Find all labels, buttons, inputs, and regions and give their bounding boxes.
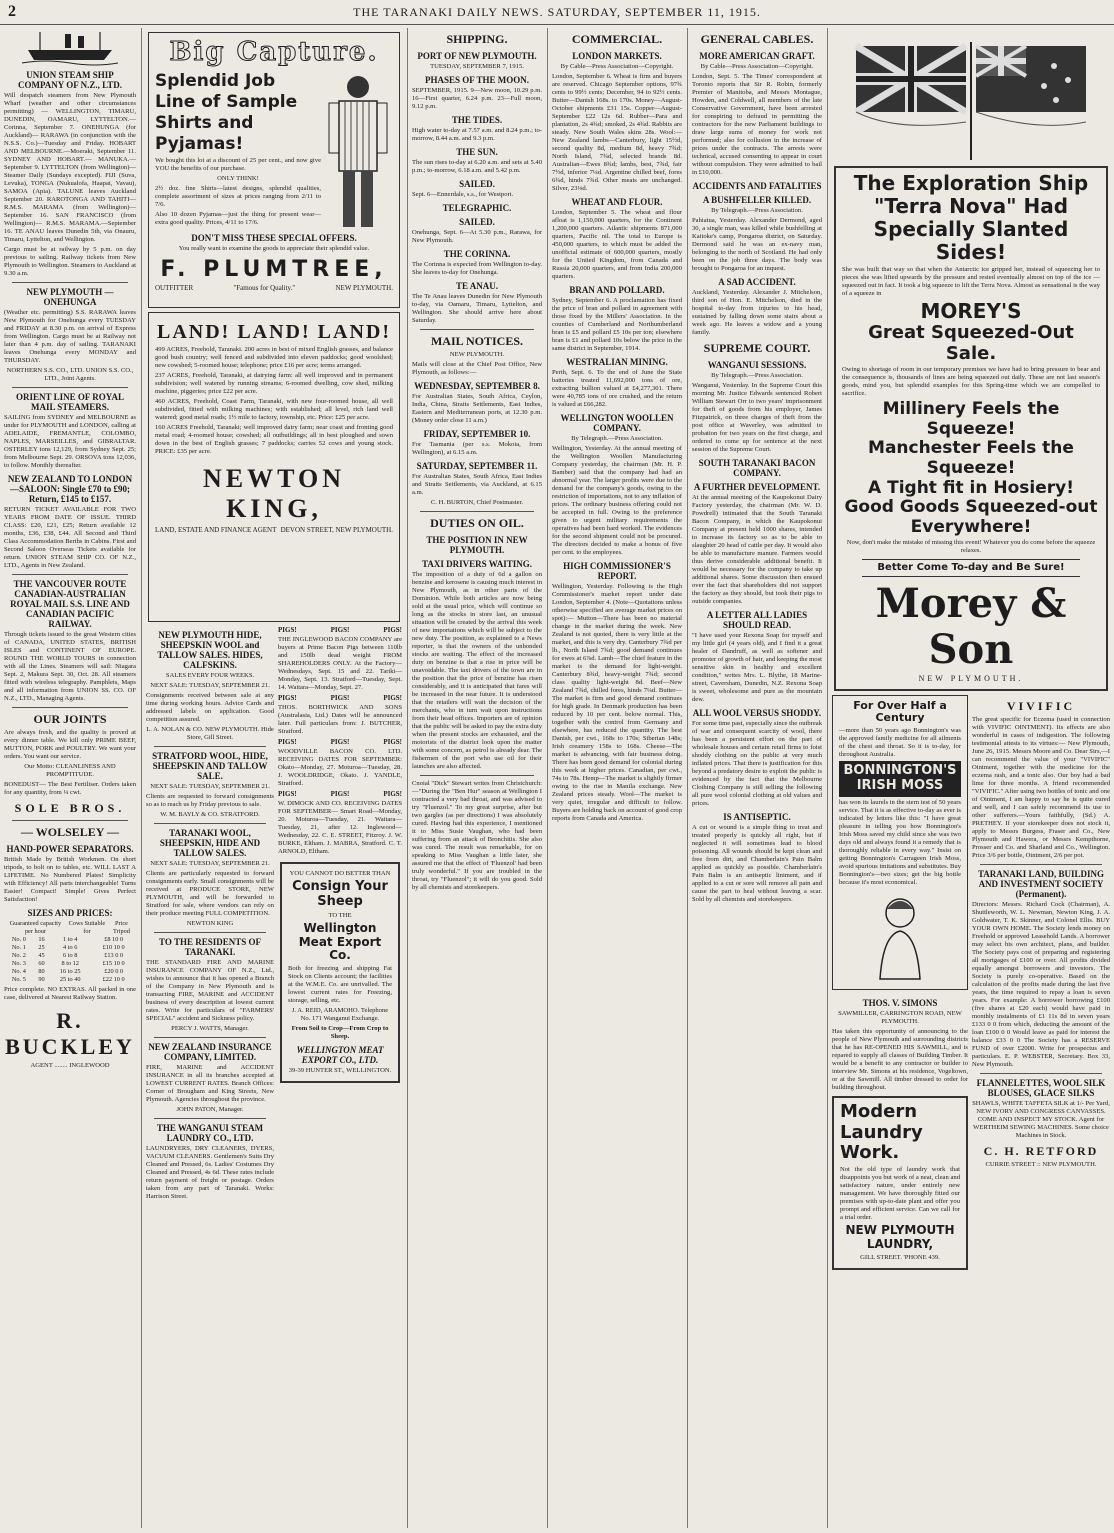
dimock-body: W. DIMOCK AND CO. RECEIVING DATES FOR SEPTEMBER— Smart Road—Monday, 20. Moturoa—Tuesday, 21. Waitara—Tuesday, 21, after 12. Inglewood—Wednesday, 22. C. E. STREET, Fitzroy. J. W. BURKE, Eltham. J. MABRA, Stratford. C. T. ARNOLD, Eltham. (278, 800, 402, 855)
table-cell: No. 0 (11, 936, 26, 943)
simons-title: THOS. V. SIMONS (862, 997, 938, 1008)
divider (154, 823, 266, 824)
northern-title: NEW PLYMOUTH — ONEHUNGA (26, 287, 114, 307)
table-cell: No. 3 (11, 960, 26, 967)
divider (980, 1073, 1102, 1074)
high-commissioner-body: Wellington, Yesterday. Following is the High Commissioner's market report under date London, September 4. (Note—Quotations unless otherwise specified are average market prices on spot):— Mutton—There has been no material change in the market during the week. New Zealand is not quoted, there is very little at the market, and this is very dry. Canterbury 7¾d per lb., North Island 7¾d; good demand continues for ewes at 6⅞d. Lamb—The chief feature in the market is the demand for light-weight. Canterbury 8¾d, heavy-weight 7¾d; second class quality light-weight 8d. Beef—New Zealand 7¾d, chilled fores, hinds 7¼d. Butter—The market is firm and good demand continues for high grade. In Denmark production has been reduced by 10 per cent. below normal. This, together with the control from Germany and elsewhere, has reduced the quantity. The best Danish, per cwt., 168s to 170s; Siberian 148s; Irish creamery 158s to 168s. Cheese—The market is advancing, with fair business doing. There has been good demand for colonial during this week at higher prices. Canadian, per cwt., 74s to 78s. Hemp—The market is slightly firmer owing to the rise in Manila exchange. New Zealand prices steady. Wool—The market is very quiet, irregular and difficult to follow. Buyers are holding back on account of good crop reports from Canada and America. (552, 583, 683, 822)
table-cell: 90 (38, 976, 45, 983)
column-4 (548, 28, 686, 1528)
sessions-byline: By Telegraph.—Press Association. (711, 372, 803, 379)
oil-title: DUTIES ON OIL. (430, 516, 524, 530)
american-title: MORE AMERICAN GRAFT. (699, 51, 815, 61)
bushfeller-byline: By Telegraph.—Press Association. (711, 207, 803, 214)
modern-laundry-line-3: Work. (840, 1142, 900, 1164)
squeeze-line-2: Manchester Feels the Squeeze! (868, 438, 1074, 479)
squeeze-line-4: Good Goods Squeezed-out Everywhere! (844, 497, 1098, 537)
meat-export-address: 39-39 HUNTER ST., WELLINGTON. (288, 1067, 392, 1075)
table-cell: 60 (38, 960, 45, 967)
nz-london-body: RETURN TICKET AVAILABLE FOR TWO YEARS FROM DATE OF ISSUE. THIRD CLASS: £20, £21, £25; Return available 12 months, £36, £38, £44. All Second and Third Class Accommodation Berths in Cabins. First and Second Saloon Overseas Tickets available for return. UNION STEAM SHIP CO. OF N.Z., LTD., Agents in New Zealand. (4, 506, 136, 569)
flannel-title: FLANNELETTES, WOOL SILK BLOUSES, GLACE SILKS (976, 1077, 1106, 1098)
plumtree-tag: "Famous for Quality." (233, 284, 296, 292)
sole-bros: SOLE BROS. (14, 801, 126, 815)
residents-title: TO THE RESIDENTS OF TARANAKI. (159, 937, 261, 957)
corinna-title: THE CORINNA. (443, 249, 511, 259)
table-header-cell: Guaranteed capacity per hour (9, 920, 62, 935)
union-body: Will despatch steamers from New Plymouth Wharf (weather and other circumstances permitting) — WELLINGTON, TIMARU, DUNEDIN, OAMARU, LYTTELTON.—Corinna, September 7. ONEHUNGA (for Auckland)— RARAWA (in conjunction with the N.S.S. Co.)—Tuesday and Friday. HOBART AND MELBOURNE.—Moeraki, September 11. SYDNEY AND HOBART.— MANUKA.—September 9. LYTTELTON (from Wellington)— Steamer Daily (Sundays excepted). FIJI (Suva, Levuka), TONGA (Nukualofa, Haapai, Vavau), SAMOA (Apia). TALUNE leaves Auckland September 20. RAROTONGA AND TAHITI— R.M.S. MARAMA (from Wellington)—September 16. SAN FRANCISCO (from Wellington)— R.M.S. MARAMA.—September 16. TE ANAU leaves Dunedin 5th, via Onauru, Timaru, Lyttelton, and Wellington. (4, 92, 136, 243)
mail-title: MAIL NOTICES. (430, 334, 524, 348)
mail-friday: FRIDAY, SEPTEMBER 10. (423, 429, 531, 439)
building-society-title: TARANAKI LAND, BUILDING AND INVESTMENT SOCIETY (Permanent). (977, 868, 1105, 899)
squeeze-line-1: Millinery Feels the Squeeze! (882, 399, 1060, 439)
sun-title: THE SUN. (456, 147, 498, 157)
buckley-agent: AGENT ........ INGLEWOOD (30, 1062, 110, 1069)
american-body: London, Sept. 5. The Times' correspondent at Toronto reports that Sir R. Robin, formerly Premier of Manitoba, and Messrs Montague, Howden, and Coldwell, all members of the late Conservative Government, have been arrested for conspiring to defraud in permitting the contractors for the new Parliament buildings to draw large sums of money for work not performed; also for collusion in the increase of prices under the contracts. The arrests were technical, accused consenting to appear in court without compulsion. They were admitted to bail in £10,000. (692, 73, 822, 176)
newton-king-line (155, 526, 393, 534)
pigs-label: PIGS! (278, 738, 297, 746)
man-in-shirt-illustration (325, 71, 391, 231)
table-row (4, 936, 136, 944)
table-cell: No. 1 (11, 944, 26, 951)
union-cargo: Cargo must be at railway by 5 p.m. on day previous to sailing. Railway tickets from New Plymouth to Wellington. Steamers to Auckland at 9.30 a.m. (4, 246, 136, 277)
markets-body: London, September 6. Wheat is firm and buyers are reserved. Chicago September options, 97¾ cents to 99½ cents; December, 94 to 92½ cents. Butter—Danish 168s. to 170s. Money—August-October shipments £31 15s. Copper—August-September £22 12s 6d. Rubber—Para and plantation, 2s 4¾d; smoked, 2s 4¾d. Rabbits are steady. New South Wales skins 28s. Wool:—New Zealand lambs—Canterbury, light 15½d, second quality 8d, medium 8d, heavy 7¾d; North Island, 7¾d, selected brands 8d. Australian—Ewes 8¾d; lambs, best, 7¾d, fair 7½d, inferior 7¼d. Argentine chilled beef, fores 6¾d, hinds 7¾d. Other meats are unchanged. Silver, 23⅛d. (552, 73, 682, 192)
te-anau-title: TE ANAU. (455, 281, 498, 291)
steam-laundry-body: LAUNDRYERS, DRY CLEANERS, DYERS, VACUUM CLEANERS. Gentlemen's Suits Dry Cleaned and Pressed, 6s. Ladies' Costumes Dry Cleaned and Pressed, 4s 6d. These rates include return payment of freight or postage. Orders taken from any part of Taranaki. Works: Harrison Street. (146, 1145, 274, 1200)
joints-title: OUR JOINTS (33, 712, 107, 726)
fluenzol-body: Cnoial "Dick" Stewart writes from Christchurch:—"During the "Ben Hur" season at Wellington I contracted a very bad throat, and was advised to try "Fluenzol." To my great surprise, after but two gargles (as per directions) I was absolutely cured. Having had this experience, I mentioned it to Miss Susie Vaughan, who had been suffering from an attack of Bronchitis. She also was cured. The result was remarkable, for on speaking to Miss Vaughan a little later, she assured me that the effect of 'Fluenzol' had been truly wonderful." If you are troubled in the throat, try "Fluenzol"; it will do you good. Sold by all chemists and storekeepers. (412, 780, 542, 891)
land-title: LAND! LAND! LAND! (157, 321, 391, 343)
vivific-title: VIVIFIC (1006, 698, 1076, 713)
divider (420, 775, 534, 776)
plumtree-name: F. PLUMTREE, (160, 257, 388, 282)
commercial-title: COMMERCIAL. (571, 32, 663, 46)
squeezed-sale-heading: Great Squeezed-Out Sale. (868, 322, 1074, 364)
inglewood-bacon-body: THE INGLEWOOD BACON COMPANY are buyers at Prime Bacon Pigs between 110lb and 150lb dead weight FROM SHAREHOLDERS ONLY. At the Factory—Wednesdays, Sept. 15 and 22. Tariki—Monday, Sept. 13. Stratford—Tuesday, Sept. 14. Waitara—Monday, Sept. 27. (278, 636, 402, 691)
moss-heading: For Over Half a Century (853, 698, 947, 725)
bran-title: BRAN AND POLLARD. (569, 285, 665, 295)
nz-insurance-body: FIRE, MARINE and ACCIDENT INSURANCE in all its branches accepted at LOWEST CURRENT RATES. Branch Offices: Corner of Brougham and King Streets, New Plymouth. Agencies throughout the province. (146, 1064, 274, 1103)
table-cell: 16 (38, 936, 45, 943)
capture-pyjamas: Also 10 dozen Pyjamas—just the thing for present wear—extra good quality. Prices, 4/11 to 17/6. (155, 211, 321, 226)
meat-export-slogan: From Soil to Crop—From Crop to Sheep. (291, 1025, 389, 1041)
antiseptic-title: IS ANTISEPTIC. (723, 812, 791, 822)
oil-subtitle-2: TAXI DRIVERS WAITING. (422, 559, 532, 569)
table-cell: 4 to 6 (63, 944, 78, 951)
residents-agent: PERCY J. WATTS, Manager. (171, 1025, 249, 1032)
meat-export-ad (280, 862, 400, 1083)
nz-insurance-agent: JOHN PATON, Manager. (176, 1106, 244, 1113)
table-header-cell: Price Tripod (113, 920, 130, 935)
orient-title: ORIENT LINE OF ROYAL MAIL STEAMERS. (16, 392, 124, 412)
stratford-next: NEXT SALE: TUESDAY, SEPTEMBER 21. (150, 783, 270, 790)
table-cell: £13 0 0 (104, 952, 124, 959)
flannel-body: SHAWLS, WHITE TAFFETA SILK at 1/- Per Yard, NEW IVORY AND CONGRESS CANVASSES. COME AND INSPECT MY STOCK. Agent for WERTHEIM SEWING MACHINES. Some choice Machines in Stock. (972, 1099, 1110, 1139)
pigs-heading (278, 694, 402, 702)
steamship-icon (20, 30, 120, 66)
supreme-court-title: SUPREME COURT. (703, 341, 811, 355)
wheat-title: WHEAT AND FLOUR. (571, 197, 663, 207)
sailed-body: Sept. 6—Ennerdale, s.s., for Westport. (412, 191, 514, 198)
table-cell: 25 (38, 944, 45, 951)
buckley-name: R. BUCKLEY (5, 1008, 135, 1059)
vancouver-body: Through tickets issued to the great Western cities of CANADA, UNITED STATES, BRITISH ISLES and CONTINENT OF EUROPE. ROUND THE WORLD TOURS in connection with all the Lines. Steamers will sail: Niagara Sept. 2, Makura Sept. 30, Oct. 28. All steamers fitted with wireless telegraphy. Pamphlets, Maps and all information from UNION SS. CO. OF N.Z., LTD., Managing Agents. (4, 631, 136, 702)
pigs-label: PIGS! (330, 626, 350, 634)
stratford-title: STRATFORD WOOL, HIDE, SHEEPSKIN AND TALLOW SALE. (152, 751, 268, 781)
woollen-body: Wellington, Yesterday. At the annual meeting of the Wellington Woollen Manufacturing Company yesterday, the chairman (Mr. H. P. Bamber) said that the company had had an abnormal year. The larger profits were due to the demand for the company's goods, owing to the restriction of importations, not to any inflation of prices. The ordinary business offering could not be accepted in full. Owing to the preference given to urgent military requirements the operatives had been hard worked. The evidences for the second shipment could not be procured. The directors decided to make a bonus of five per cent. to the employees. (552, 445, 682, 556)
northern-body: (Weather etc. permitting) S.S. RARAWA leaves New Plymouth for Onehunga every TUESDAY and FRIDAY at 8.30 p.m. on arrival of Express from Wellington. Cargo must be at Railway not later than 4 p.m. day of sailing. TARANAKI leaves Onehunga every MONDAY and THURSDAY. (4, 309, 136, 364)
plumtree-left: OUTFITTER (155, 284, 194, 292)
residents-body: THE STANDARD FIRE AND MARINE INSURANCE COMPANY OF N.Z., Ltd., wishes to announce that it has opened a Branch of the Company in New Plymouth and is transacting FIRE, MARINE and ACCIDENT business of every description at lowest current rates. Write for particulars of "FARMERS' SPECIAL" accident and Sickness policy. (146, 959, 274, 1022)
pigs-heading (278, 626, 402, 634)
woodville-bacon-body: WOODVILLE BACON CO. LTD. RECEIVING DATES FOR SEPTEMBER: Okato—Monday, 27. Moturoa—Tuesday, 28. J. WOOLDRIDGE, Okato. J. YANDLE, Stratford. (278, 748, 402, 787)
table-cell: No. 4 (11, 968, 26, 975)
divider (12, 574, 128, 575)
np-laundry-name: NEW PLYMOUTH LAUNDRY, (845, 1222, 955, 1251)
telegraphic-body: Onehunga, Sept. 6—At 5.30 p.m., Rarawa, for New Plymouth. (412, 229, 542, 244)
moss-intro: —more than 50 years ago Bonnington's was the approved family medicine for all ailments of the chest and throat. So it is to-day, for throughout Australia. (839, 726, 961, 758)
meat-export-body: Both for freezing and shipping Fat Stock on Clients account; the facilities at the W.M.E. Co. are unrivalled. The lowest current rates for Freezing, storage, selling, etc. (288, 965, 392, 1005)
hide-body: Consignments received between sale at any time during working hours. Advice Cards and addressed labels on application. Good competition assured. (146, 692, 274, 723)
moreys-heading: MOREY'S (920, 299, 1022, 323)
land-160: 160 ACRES Freehold, Taranaki; well improved dairy farm; near coast and fronting good metal road; 4-roomed house; cowshed; all outbuildings; all in best ploughed and sown down in the best of English grasses; 7 paddocks; carries 52 cows and young stock. PRICE: £35 per acre. (155, 424, 393, 455)
divider (12, 387, 128, 388)
tides-body: High water to-day at 7.57 a.m. and 8.24 p.m.; to-morrow, 8.44 a.m. and 9.3 p.m. (412, 127, 542, 142)
divider (12, 282, 128, 283)
table-cell: 45 (38, 952, 45, 959)
steam-laundry-title: THE WANGANUI STEAM LAUNDRY CO., LTD. (156, 1123, 264, 1143)
table-row (4, 960, 136, 968)
meat-export-to: TO THE (328, 911, 352, 919)
pigs-label: PIGS! (278, 790, 297, 798)
moss-body: has won its laurels in the stern test of 50 years service. That it is as effective to-day as ever is indicated by letters like this: "I have great pleasure in telling you how Bonnington's Irish Moss saved my child since she was two days old and always found it a remedy that is thoroughly reliable in every way." Insist on getting Bonnington's Carrageen Irish Moss, avoid spurious imitations and substitutes. Buy Bonnington's—two sizes; get the big bottle because it's most economical. (839, 798, 961, 886)
shipping-title: SHIPPING. (446, 32, 508, 46)
terra-body: She was built that way so that when the Antarctic ice gripped her, instead of squeezing her to pieces she was lifted upwards by the pressure and rested eventually almost on top of the ice —squeezed out in fact. It took a big squeeze to lift the Terra Nova. Almost as sensational is the way of a squeeze in (842, 266, 1100, 297)
bushfeller-title: A BUSHFELLER KILLED. (702, 195, 812, 205)
stratford-agent: W. M. BAYLY & CO. STRATFORD. (160, 811, 260, 818)
stratford-body: Clients are requested to forward consignments so as to reach us by Friday previous to sale. (146, 793, 274, 808)
table-row (4, 952, 136, 960)
column-6 (828, 28, 1114, 1528)
irish-moss-ad (832, 695, 968, 990)
land-237: 237 ACRES, Freehold, Taranaki, at dairying farm: all well improved and in permanent subdivision; well watered by running streams; 6-roomed dwelling, cow shed, milking machine, piggeries; price £22 per acre. (155, 372, 393, 395)
woollen-byline: By Telegraph.—Press Association. (571, 435, 663, 442)
nz-london-title: NEW ZEALAND TO LONDON —SALOON: Single £70 to £90; Return, £145 to £157. (7, 474, 133, 504)
pigs-label: PIGS! (330, 790, 350, 798)
capture-ad (148, 32, 400, 308)
terra-line-2: "Terra Nova" Had (873, 194, 1069, 218)
pigs-label: PIGS! (330, 738, 350, 746)
capture-shirts: 2½ doz. fine Shirts—latest designs, splendid qualities, complete assortment of sizes at prices ranging from 2/11 to 7/6. (155, 185, 321, 208)
lower-ads-left (146, 626, 274, 1203)
sizes-table (4, 920, 136, 936)
northern-agents: NORTHERN S.S. CO., LTD. UNION S.S. CO., LTD., Joint Agents. (6, 367, 134, 382)
table-cell: £20 0 0 (104, 968, 124, 975)
terra-line-1: The Exploration Ship (853, 171, 1089, 195)
table-row (4, 944, 136, 952)
letter-body: "I have used your Rexona Soap for myself and my little girl (4 years old), and I find it a great healer of Dandruff, as well as softener and promoter of growth of hair, and keeping the most sensitive skin in healthy and excellent condition," writes Mrs. L. Blythe, 18 Marine-street, Caversham, Dunedin, N.Z. Rexona Soap is sweet, wholesome and pure as the mountain dew. (692, 632, 822, 703)
markets-title: LONDON MARKETS. (572, 51, 662, 61)
shoddy-title: ALL WOOL VERSUS SHODDY. (692, 708, 822, 718)
modern-laundry-line-1: Modern (840, 1100, 918, 1122)
phases-body: SEPTEMBER, 1915. 9—New moon, 10.29 p.m. 16—First quarter, 6.24 p.m. 23—Full moon, 9.12 p.m. (412, 87, 542, 110)
high-commissioner-title: HIGH COMMISSIONER'S REPORT. (563, 561, 671, 581)
sessions-body: Wanganui, Yesterday. In the Supreme Court this morning Mr. Justice Edwards sentenced Robert William Stewart Orr to two years' imprisonment for theft of goods from his employer, James Fitzpatrick, on three charges of theft from the post office at Waverley, was admitted to probation for two years on the first charge, and ordered to come up for sentence at the next session of the Supreme Court. (692, 382, 822, 453)
modern-laundry-ad (832, 1096, 968, 1270)
meat-export-company: Wellington Meat Export Co. (298, 920, 382, 963)
capture-title: Big Capture. (169, 37, 379, 67)
bacon-title: SOUTH TARANAKI BACON COMPANY. (698, 458, 816, 478)
lower-right-left (832, 695, 968, 1274)
lower-right-right (972, 695, 1110, 1274)
meat-export-top: YOU CANNOT DO BETTER THAN (289, 870, 391, 877)
column-3 (408, 28, 546, 1528)
accidents-title: ACCIDENTS AND FATALITIES (692, 181, 822, 191)
meat-export-agent: J. A. REID, ARAMOHO. Telephone No. 171 Wanganui Exchange. (291, 1007, 389, 1023)
simons-body: Has taken this opportunity of announcing to the people of New Plymouth and surrounding districts that he has RE-OPENED HIS SAWMILL, and is repared to supply all classes of Building Timber. It would be a benefit to any contractor or builder to interview Mr. Simons at his residence, Vogeltown, or at the Sawmill. All timber dressed to order for building throughout. (832, 1027, 968, 1091)
lower-right-ads (832, 695, 1110, 1274)
column-1 (0, 28, 140, 1528)
table-cell: 80 (38, 968, 45, 975)
taranaki-sales-next: NEXT SALE: TUESDAY, SEPTEMBER 21. (150, 860, 270, 867)
table-cell: £22 10 0 (102, 976, 125, 983)
woollen-title: WELLINGTON WOOLLEN COMPANY. (560, 413, 674, 433)
pigs-label: PIGS! (383, 694, 402, 702)
capture-body: We bought this lot at a discount of 25 per cent., and now give YOU the benefits of our purchase. (155, 157, 321, 172)
capture-miss: DON'T MISS THESE SPECIAL OFFERS. (191, 233, 357, 243)
capture-headline: Splendid Job Line of Sample Shirts and Pyjamas! (155, 71, 298, 154)
vancouver-title: THE VANCOUVER ROUTE CANADIAN-AUSTRALIAN ROYAL MAIL S.S. LINE AND CANADIAN PACIFIC RAILWAY. (10, 579, 130, 629)
table-cell: 16 to 25 (59, 968, 81, 975)
newton-king-left: LAND, ESTATE AND FINANCE AGENT (155, 526, 277, 534)
joints-motto: Our Motto: CLEANLINESS AND PROMPTITUDE. (24, 763, 116, 778)
wheat-body: London, September 5. The wheat and flour afloat is 1,150,000 quarters, for the Continent 1,200,000 quarters. Atlantic shipments 871,000 quarters, Pacific nil. The total to Europe is 450,000 quarters, to which must be added the unofficial estimate of 600,000 quarters, mostly for the United Kingdom, from Canada and Russia 20,000 quarters, and from India 200,000 quarters. (552, 209, 682, 280)
meat-export-headline: Consign Your Sheep (292, 879, 388, 909)
masthead (0, 0, 1114, 25)
divider (12, 707, 128, 708)
table-cell: No. 2 (11, 952, 26, 959)
hide-agent: L. A. NOLAN & CO. NEW PLYMOUTH. Hide Store, Gill Street. (146, 726, 274, 741)
te-anau-body: The Te Anau leaves Dunedin for New Plymouth to-day, via Oamaru, Timaru, Lyttelton, and Wellington. She should arrive here about Saturday. (412, 293, 542, 324)
table-cell: £8 10 0 (104, 936, 124, 943)
land-ad (148, 312, 400, 622)
wolseley-sub: HAND-POWER SEPARATORS. (6, 844, 134, 854)
sale-note: Now, don't make the mistake of missing this event! Whatever you do come before the squeeze relaxes. (846, 539, 1096, 555)
union-title: UNION STEAM SHIP COMPANY OF N.Z., LTD. (17, 70, 123, 90)
land-460: 460 ACRES, Freehold, Coast Farm, Taranaki, with new four-roomed house, all well subdivided, fitted with milking machines; with established; all level, rich land well watered; good metal roads; 1½ mile to factory, township, etc. Price: £25 per acre. (155, 398, 393, 421)
mining-body: Perth, Sept. 6. To the end of June the State batteries treated 11,692,000 tons of ore, extracting bullion valued at £4,277,301. There were 40,785 tons of ore crushed, and the return is valued at £66,282. (552, 369, 682, 408)
mail-wednesday-body: For Australian States, South Africa, Ceylon, India, China, Straits Settlements, East Indies, Eastern and Mediterranean ports, at 12.30 p.m. (Money order close 11 a.m.) (412, 393, 542, 424)
bacon-subtitle: A FURTHER DEVELOPMENT. (693, 482, 821, 492)
divider (980, 864, 1102, 865)
tides-title: THE TIDES. (451, 115, 503, 125)
building-society-body: Directors: Messrs. Richard Cock (Chairman), A. Shuttleworth, W. L. Newman, Newton King, J. A. Goldwater, T. K. Skinner, and Colonel Ellis. BUY YOUR OWN HOME. The Society lends money on Freehold or approved Leasehold Lands. A borrower may select his own architect, plans, and builder. The Society pays cost of preparing and registering all mortgages of £100 or over. All profits divided equally amongst borrowers and investors. The Society is purely co-operative. Based on the calculation of the profits made during the last five years, the time required to repay a loan is seven years. For example: A borrower borrowing £100 (five shares at £20 each) would have paid in monthly instalments of £1 11s 8d in seven years £133 0 0 from which, deducting the amount of the loan £100 0 0 Would leave as paid for interest the balance £33 0 0 The Society has a RESERVE FUND of over £2000. Write for prospectus and particulars. E. P. WEBSTER, Secretary. Box 33, New Plymouth. (972, 900, 1110, 1068)
table-cell: £10 10 0 (102, 944, 125, 951)
bran-body: Sydney, September 6. A proclamation has fixed the price of bran and pollard in agreement with those fixed by the Millers' Association. In the counties of Cumberland and Northumberland bran is £5 and pollard £5 10s per ton; elsewhere bran is £1 and pollard 10s below the price in the same district in September, 1914. (552, 297, 682, 352)
joints-body: Are always fresh, and the quality is proved at every dinner table. We kill only PRIME BEEF, MUTTON, PORK and POULTRY. We want your orders. You want our service. (4, 729, 136, 760)
table-cell: 25 to 40 (59, 976, 81, 983)
telegraphic-sailed: SAILED. (459, 217, 495, 227)
mail-body: Mails will close at the Chief Post Office, New Plymouth, as follows:— (412, 361, 542, 376)
retford-name: C. H. RETFORD (983, 1143, 1099, 1158)
moss-brand: BONNINGTON'S IRISH MOSS (839, 761, 961, 797)
divider (420, 329, 534, 330)
pigs-label: PIGS! (383, 738, 402, 746)
divider (420, 511, 534, 512)
np-laundry-address: GILL STREET. 'PHONE 439. (860, 1253, 940, 1261)
divider (154, 1037, 266, 1038)
borthwick-body: THOS. BORTHWICK AND SONS (Australasia, Ltd.) Dates will be announced later. Full particulars from: J. BUTCHER, Stratford. (278, 704, 402, 735)
pigs-label: PIGS! (383, 626, 402, 634)
corinna-body: The Corinna is expected from Wellington to-day. She leaves to-day for Onehunga. (412, 261, 542, 276)
sad-accident-body: Auckland, Yesterday. Alexander J. Mitchelson, third son of Hon. E. Mitchelson, died in the hospital to-day from injuries to his head, sustained by falling down some stairs about a week ago. He leaves a widow and a young family. (692, 289, 822, 336)
taranaki-sales-agent: NEWTON KING (186, 920, 234, 927)
retford-address: CURRIE STREET :: NEW PLYMOUTH. (985, 1160, 1097, 1168)
table-row (4, 976, 136, 984)
divider (154, 1118, 266, 1119)
meat-export-footer: WELLINGTON MEAT EXPORT CO., LTD. (296, 1045, 384, 1066)
letter-title: A LETTER ALL LADIES SHOULD READ. (706, 610, 808, 630)
oil-body: The imposition of a duty of 6d a gallon on benzine and kerosene is causing much interest in New Plymouth, as in other parts of the Dominion. While both articles are now being sold at the usual price, which will continue so long as the stocks in store last, an unusual situation will be created by the arrival this week of new importations which will be subject to the new duty. The position, as explained to a News reporter, is that the owners of the unbonded stocks are waiting. The effect of the increased duty on benzine is that a rise in price will be unavoidable. The taxi drivers of the town are in the position that the price of benzine has risen considerably, and it is anticipated that fares will be increased in the near future. It is understood that the retailers will wait the decision of the merchants, who in turn wait upon instructions from their head offices. Importers are of opinion that the public will be asked to pay the extra duty when the present stocks are exhausted, and the motorists of the district look upon the matter with some concern, as petrol is already dear. The fishermen of the port who use oil for their launches are also affected. (412, 571, 543, 770)
divider (154, 746, 266, 747)
pigs-label: PIGS! (278, 626, 297, 634)
lower-ads-right (278, 626, 402, 1203)
newton-king-name: NEWTON KING, (203, 464, 345, 523)
divider (12, 820, 128, 821)
markets-byline: By Cable—Press Association—Copyright. (560, 63, 674, 70)
mail-place: NEW PLYMOUTH. (449, 351, 505, 358)
child-illustration (865, 891, 935, 981)
taranaki-sales-title: TARANAKI WOOL, SHEEPSKIN, HIDE AND TALLOW SALES. (159, 828, 261, 858)
table-cell: 6 to 8 (63, 952, 78, 959)
port-title: PORT OF NEW PLYMOUTH. (417, 51, 537, 61)
sailed-title: SAILED. (459, 179, 495, 189)
sun-body: The sun rises to-day at 6.20 a.m. and sets at 5.40 p.m.; to-morrow, 6.18 a.m. and 5.42 p.m. (412, 159, 542, 174)
date-line: TUESDAY, SEPTEMBER 7, 1915. (430, 63, 524, 70)
bacon-body: At the annual meeting of the Kaupokonui Dairy Factory yesterday, the chairman (Mr. W. D. Powdrell) intimated that the South Taranaki Bacon Company, in which the Kaupokonui Company at present held 1000 shares, intended to increase its factory so as to be able to slaughter 20 head of cattle per day. It would also be able to manufacture manure. Farmers would thus derive considerable additional benefit. It would be necessary for the company to take up additional shares. Some discussion then ensued over the fact that shareholders did not support the factory as they should, but took their pigs to outside companies. (692, 494, 822, 605)
mail-friday-body: For Tasmania (per s.s. Mokoia, from Wellington), at 6.15 a.m. (412, 441, 542, 456)
telegraphic-title: TELEGRAPHIC. (442, 203, 512, 213)
vivific-body: The great specific for Eczema (used in connection with VIVIFIC OINTMENT). Its effects are also wonderful in cases of indigestion. The following testimonial attests to its virtues:— New Plymouth, June 26, 1915. Messrs Moore and Co. Dear Sirs,—I can recommend the value of your "VIVIFIC" Ointment, together with the medicine for the eczema rash, and a tonic also. Our boy had a bad lime for three months. A friend recommended "VIVIFIC." After using two bottles of tonic and one of Ointment, I am happy to say he is quite cured and well, and I can safely recommend its use to other sufferers.—Yours faithfully, (Sd.) A. PRETHEY. If your storekeeper does not stock it, apply to Messrs Burgess, Fraser and Co., New Plymouth and Hawera, or Messrs Kempthorne, Prosser and Co. and Sharland and Co., Wellington. Price 3/6 per bottle, Ointment, 2/6 per pot. (972, 715, 1110, 859)
squeeze-line-3: A Tight fit in Hosiery! (868, 477, 1074, 498)
simons-subtitle: SAWMILLER, CARRINGTON ROAD, NEW PLYMOUTH. (838, 1009, 962, 1025)
land-499: 499 ACRES, Freehold, Taranaki. 200 acres in best of mixed English grasses, and balance good bush country; well fenced and subdivided into eleven paddocks; good woolshed; new cowshed; 5-roomed house; telephone; price £16 per acre; terms arranged. (155, 346, 393, 369)
modern-laundry-line-2: Laundry (840, 1121, 923, 1143)
sizes-footer: Price complete. NO EXTRAS. All packed in one case, delivered at Nearest Railway Station. (4, 986, 136, 1001)
pigs-label: PIGS! (330, 694, 350, 702)
mail-wednesday: WEDNESDAY, SEPTEMBER 8. (414, 381, 540, 391)
shoddy-body: For some time past, especially since the outbreak of war and consequent scarcity of wool, there has been a persistent effort on the part of wholesale houses and certain retail firms to foist shoddy clothing on the public at very much inflated prices. That there is justification for this beyond a predatory desire to exploit the public is evidenced by the fact that the Melbourne Clothing Company is still selling the following all pure wool colonial clothing at old values and prices. (692, 720, 822, 807)
nz-insurance-title: NEW ZEALAND INSURANCE COMPANY, LIMITED. (148, 1042, 272, 1062)
page-number: 2 (8, 3, 17, 20)
oil-subtitle-1: THE POSITION IN NEW PLYMOUTH. (426, 535, 528, 555)
masthead-title: THE TARANAKI DAILY NEWS. SATURDAY, SEPTEMBER 11, 1915. (353, 5, 761, 19)
cables-title: GENERAL CABLES. (700, 32, 814, 46)
morey-son-name: Morey & Son (875, 579, 1067, 673)
column-5 (688, 28, 826, 1528)
mail-saturday: SATURDAY, SEPTEMBER 11. (416, 461, 538, 471)
sizes-title: SIZES AND PRICES: (27, 908, 113, 918)
column-2 (142, 28, 406, 1528)
bushfeller-body: Pahiatua, Yesterday. Alexander Dermond, aged 30, a single man, was killed while bushfelling at Kaitoke's camp, Pongaroa district, on Saturday. Dermond said he was an ex-navy man, belonging to the north of Scotland. He had only been on the job three days. The body was brought to Pongaroa for an inquest. (692, 217, 822, 272)
table-row (4, 968, 136, 976)
terra-line-3: Specially Slanted Sides! (873, 217, 1069, 264)
table-header-cell: Cows Suitable for (68, 920, 106, 935)
phases-title: PHASES OF THE MOON. (424, 75, 529, 85)
american-byline: By Cable—Press Association—Copyright. (700, 63, 814, 70)
bonedust-body: BONEDUST— The Best Fertiliser. Orders taken for any quantity, from ¼ cwt. (4, 781, 136, 796)
sale-body: Owing to shortage of room in our temporary premises we have had to bring pressure to bear and the consequence is, thousands of lines are being squeezed out daily. These are not last season's goods, mind you, but splendid examples for this Spring-time which we are compelled to sacrifice. (842, 366, 1100, 398)
hide-sales: SALES EVERY FOUR WEEKS. (165, 672, 255, 679)
sessions-title: WANGANUI SESSIONS. (707, 360, 807, 370)
modern-laundry-body: Not the old type of laundry work that disappoints you but work of a neat, clean and satisfactory nature, under entirely new management. We have thoroughly fitted our premises with up-to-date plant and offer you prompt and efficient service. Can we call for a trial order. (840, 1165, 960, 1221)
pigs-heading (278, 738, 402, 746)
morey-sale-ad (834, 166, 1108, 691)
wolseley-body: British Made by British Workmen. On short tripods, to bolt on to tables, etc. WILL LAST A LIFETIME. No Numbered Plates! Simplicity with Efficiency! All parts interchangeable! Turns Easier! Compact! Simple! Gives Perfect Satisfaction! (4, 856, 136, 903)
hide-title: NEW PLYMOUTH HIDE, SHEEPSKIN WOOL and TALLOW SALES. HIDES, CALFSKINS. (157, 630, 263, 670)
pigs-label: PIGS! (278, 694, 297, 702)
table-cell: 8 to 12 (61, 960, 79, 967)
plumtree-right: NEW PLYMOUTH. (335, 284, 393, 292)
come-today: Better Come To-day and Be Sure! (862, 559, 1080, 577)
sad-accident-title: A SAD ACCIDENT. (718, 277, 796, 287)
hide-next: NEXT SALE: TUESDAY, SEPTEMBER 21. (150, 682, 270, 689)
sizes-table-body (4, 936, 136, 984)
capture-only: ONLY THINK! (217, 175, 259, 182)
capture-invite: You really want to examine the goods to appreciate their splendid value. (178, 245, 370, 252)
newton-king-right: DEVON STREET, NEW PLYMOUTH. (280, 526, 393, 534)
orient-body: SAILING from SYDNEY and MELBOURNE as under for PLYMOUTH and LONDON, calling at ADELAIDE, FREMANTLE, COLOMBO, NAPLES, MARSEILLES, and GIBRALTAR. OSTERLEY tons 12,129, from Sydney Sept. 25; from Melbourne Sept. 29. ORSOVA tons 12,036, to follow. Monthly thereafter. (4, 414, 136, 469)
mail-saturday-body: For Australian States, South Africa, East Indies and Straits Settlements, via Auckland, at 6.15 a.m. (412, 473, 542, 496)
divider (154, 932, 266, 933)
mail-signature: C. H. BURTON, Chief Postmaster. (430, 499, 524, 506)
table-header-row (4, 920, 136, 936)
table-cell: No. 5 (11, 976, 26, 983)
mining-title: WESTRALIAN MINING. (566, 357, 668, 367)
pigs-label: PIGS! (383, 790, 402, 798)
taranaki-sales-body: Clients are particularly requested to forward consignments early. Small consignments will be received at PRODUCE STORE, NEW PLYMOUTH, and will be forwarded to Stratford for sale, where vendors can rely on their produce meeting FULL COMPETITION. (146, 870, 274, 917)
table-cell: 1 to 4 (63, 936, 78, 943)
plumtree-line (155, 284, 393, 292)
pigs-heading (278, 790, 402, 798)
table-cell: £15 10 0 (102, 960, 125, 967)
wolseley-title: — WOLSELEY — (20, 825, 120, 839)
antiseptic-body: A cut or wound is a simple thing to treat and treated properly is quickly all right, but if neglected it will sometimes lead to blood poisoning. All wounds should be kept clean and free from dirt, and Chamberlain's Pain Balm applied as quickly as possible. Chamberlain's Pain Balm is an antiseptic liniment, and if applied to a cut or sore will remove all pain and cause the part to heal without leaving a scar. Sold by all chemists and storekeepers. (692, 824, 822, 903)
morey-son-town: NEW PLYMOUTH. (918, 673, 1024, 683)
union-flags-illustration (836, 32, 1106, 162)
lower-ads (146, 626, 402, 1203)
